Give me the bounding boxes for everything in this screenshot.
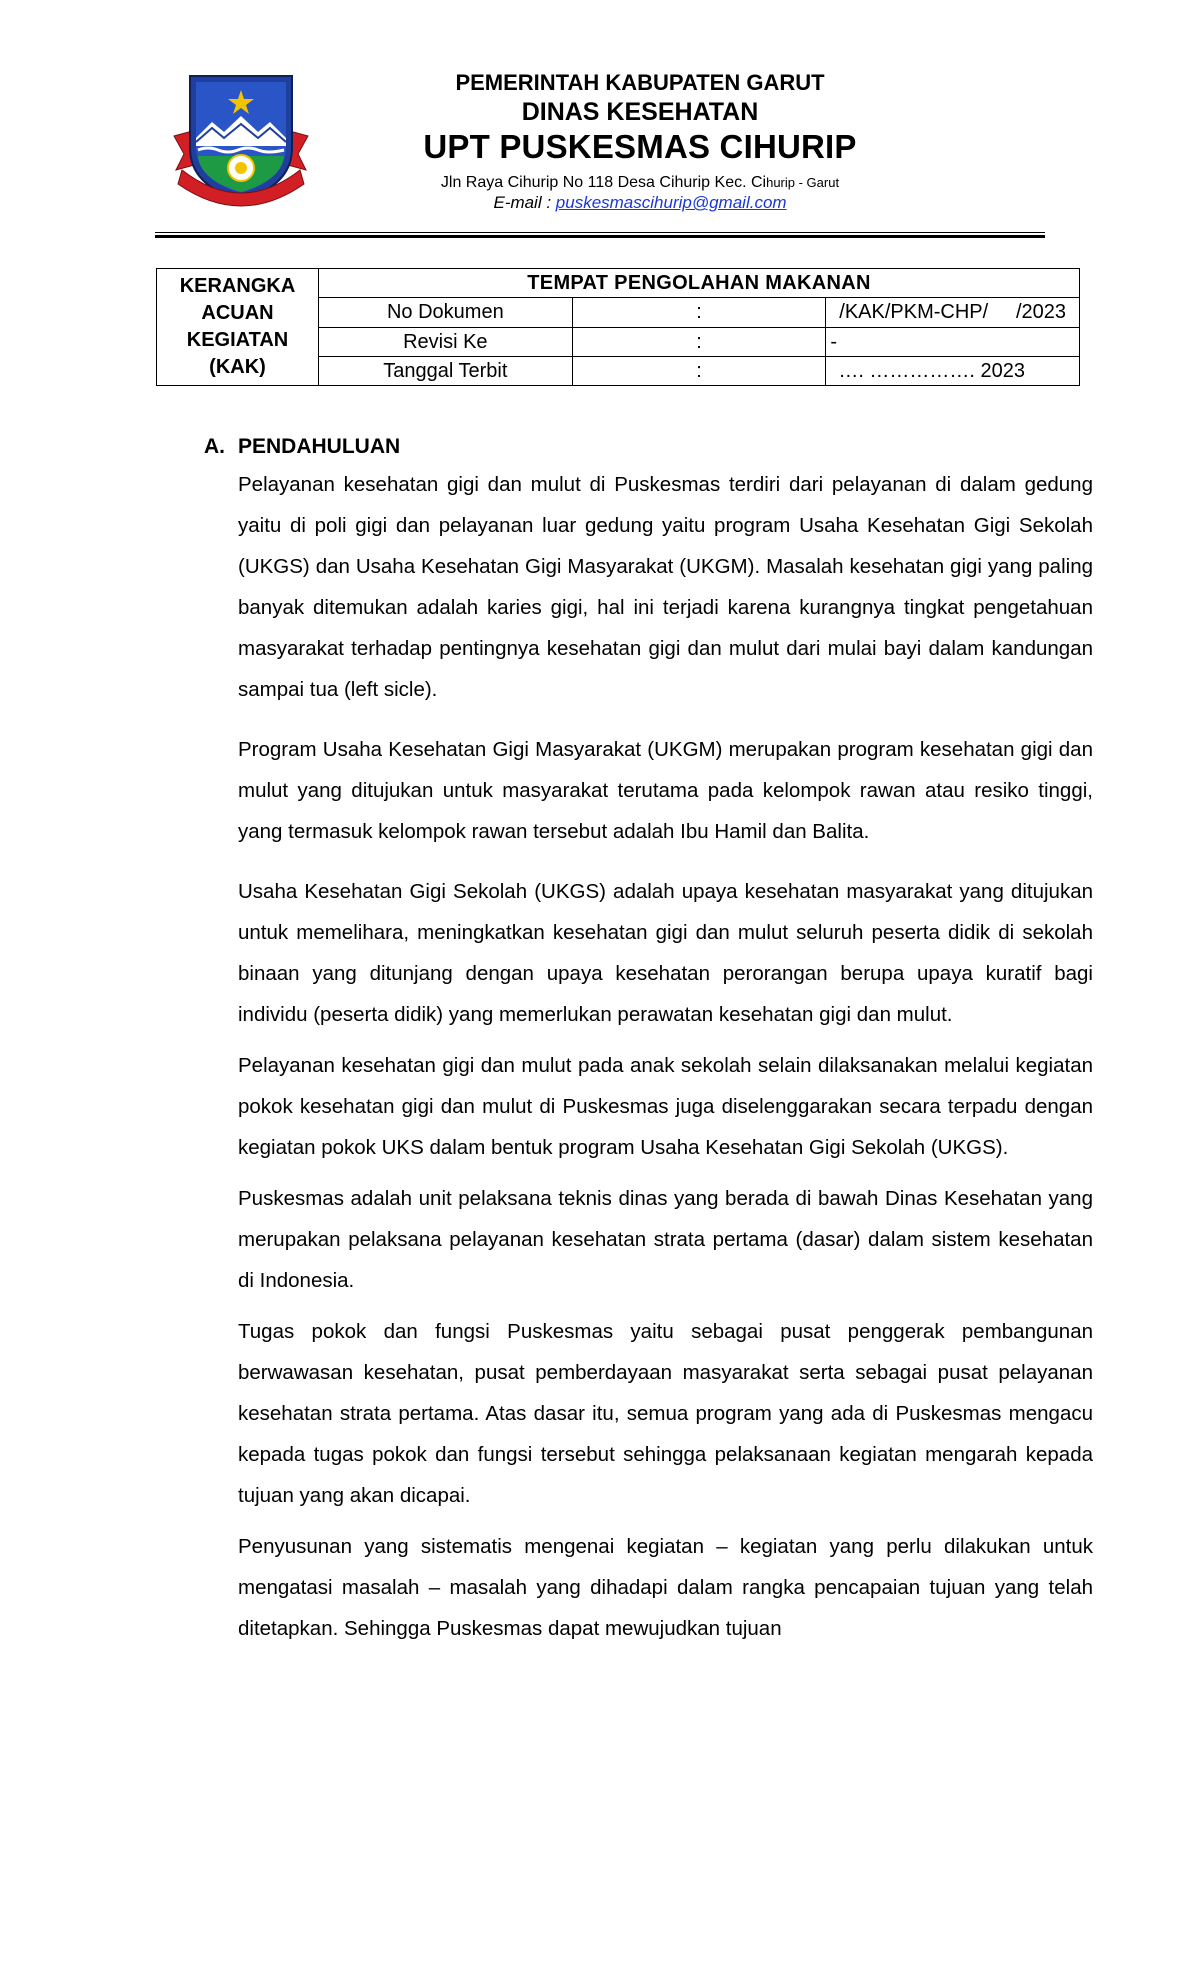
row-value — [826, 298, 1080, 327]
government-name: PEMERINTAH KABUPATEN GARUT — [455, 70, 825, 95]
email-line — [340, 193, 940, 213]
paragraph: Penyusunan yang sistematis mengenai kegiatan – kegiatan yang perlu dilakukan untuk mengatasi masalah – masalah yang dihadapi dalam rangka pencapaian tujuan yang telah ditetapkan. Sehingga Puskesmas dapat mewujudkan tujuan — [238, 1535, 1093, 1640]
section-heading — [204, 430, 1059, 464]
row-label: Tanggal Terbit — [319, 356, 573, 385]
letterhead — [340, 70, 940, 214]
row-value: - — [826, 327, 1080, 356]
document-info-table — [156, 268, 1080, 386]
paragraph: Puskesmas adalah unit pelaksana teknis dinas yang berada di bawah Dinas Kesehatan yang merupakan pelaksana pelayanan kesehatan strata pertama (dasar) dalam sistem kesehatan di Indonesia. — [238, 1187, 1093, 1292]
row-colon: : — [572, 327, 826, 356]
kak-label-line: ACUAN — [201, 302, 274, 324]
paragraph: Usaha Kesehatan Gigi Sekolah (UKGS) adalah upaya kesehatan masyarakat yang ditujukan untuk memelihara, meningkatkan kesehatan gigi dan mulut seluruh peserta didik di sekolah binaan yang ditunjang dengan upaya kesehatan perorangan berupa upaya kuratif bagi individu (peserta didik) yang memerlukan perawatan kesehatan gigi dan mulut. — [238, 880, 1093, 1026]
section-number: A. — [204, 435, 225, 458]
row-label: No Dokumen — [319, 298, 573, 327]
row-label: Revisi Ke — [319, 327, 573, 356]
department-name: DINAS KESEHATAN — [521, 98, 759, 127]
paragraph: Program Usaha Kesehatan Gigi Masyarakat (UKGM) merupakan program kesehatan gigi dan mulut yang ditujukan untuk masyarakat terutama pada kelompok rawan atau resiko tinggi, yang termasuk kelompok rawan tersebut adalah Ibu Hamil dan Balita. — [238, 738, 1093, 843]
paragraph: Pelayanan kesehatan gigi dan mulut pada anak sekolah selain dilaksanakan melalui kegiatan pokok kesehatan gigi dan mulut di Puskesmas juga diselenggarakan secara terpadu dengan kegiatan pokok UKS dalam bentuk program Usaha Kesehatan Gigi Sekolah (UKGS). — [238, 1054, 1093, 1159]
unit-name: UPT PUSKESMAS CIHURIP — [423, 128, 857, 166]
section-pendahuluan — [204, 430, 1093, 1668]
email-link[interactable]: puskesmascihurip@gmail.com — [555, 193, 787, 213]
row-colon: : — [572, 298, 826, 327]
kak-label-line: KERANGKA — [179, 275, 296, 297]
row-colon: : — [572, 356, 826, 385]
document-number: /KAK/PKM-CHP/ /2023 — [839, 301, 1067, 324]
paragraph: Pelayanan kesehatan gigi dan mulut di Puskesmas terdiri dari pelayanan di dalam gedung yaitu di poli gigi dan pelayanan luar gedung yaitu program Usaha Kesehatan Gigi Sekolah (UKGS) dan Usaha Kesehatan Gigi Masyarakat (UKGM). Masalah kesehatan gigi yang paling banyak ditemukan adalah karies gigi, hal ini terjadi karena kurangnya tingkat pengetahuan masyarakat terhadap pentingnya kesehatan gigi dan mulut dari mulai bayi dalam kandungan sampai tua (left sicle). — [238, 473, 1093, 701]
kak-label-line: (KAK) — [209, 356, 266, 378]
address — [340, 173, 940, 192]
address-small: hurip - Garut — [766, 174, 840, 190]
kak-label-cell — [157, 269, 319, 386]
paragraph: Tugas pokok dan fungsi Puskesmas yaitu sebagai pusat penggerak pembangunan berwawasan kesehatan, pusat pemberdayaan masyarakat serta sebagai pusat pelayanan kesehatan strata pertama. Atas dasar itu, semua program yang ada di Puskesmas mengacu kepada tugas pokok dan fungsi tersebut sehingga pelaksanaan kegiatan mengarah kepada tujuan yang akan dicapai. — [238, 1320, 1093, 1507]
address-main: Jln Raya Cihurip No 118 Desa Cihurip Kec. Ci — [440, 173, 767, 191]
letterhead-divider-thick — [155, 235, 1045, 238]
section-title: PENDAHULUAN — [238, 435, 401, 458]
document-title: TEMPAT PENGOLAHAN MAKANAN — [319, 269, 1080, 298]
email-label: E-mail : — [493, 193, 556, 213]
row-value: …. ……………. 2023 — [826, 356, 1080, 385]
garut-regency-logo-icon — [168, 66, 314, 216]
kak-label-line: KEGIATAN — [186, 329, 289, 351]
letterhead-divider-thin — [155, 232, 1045, 233]
